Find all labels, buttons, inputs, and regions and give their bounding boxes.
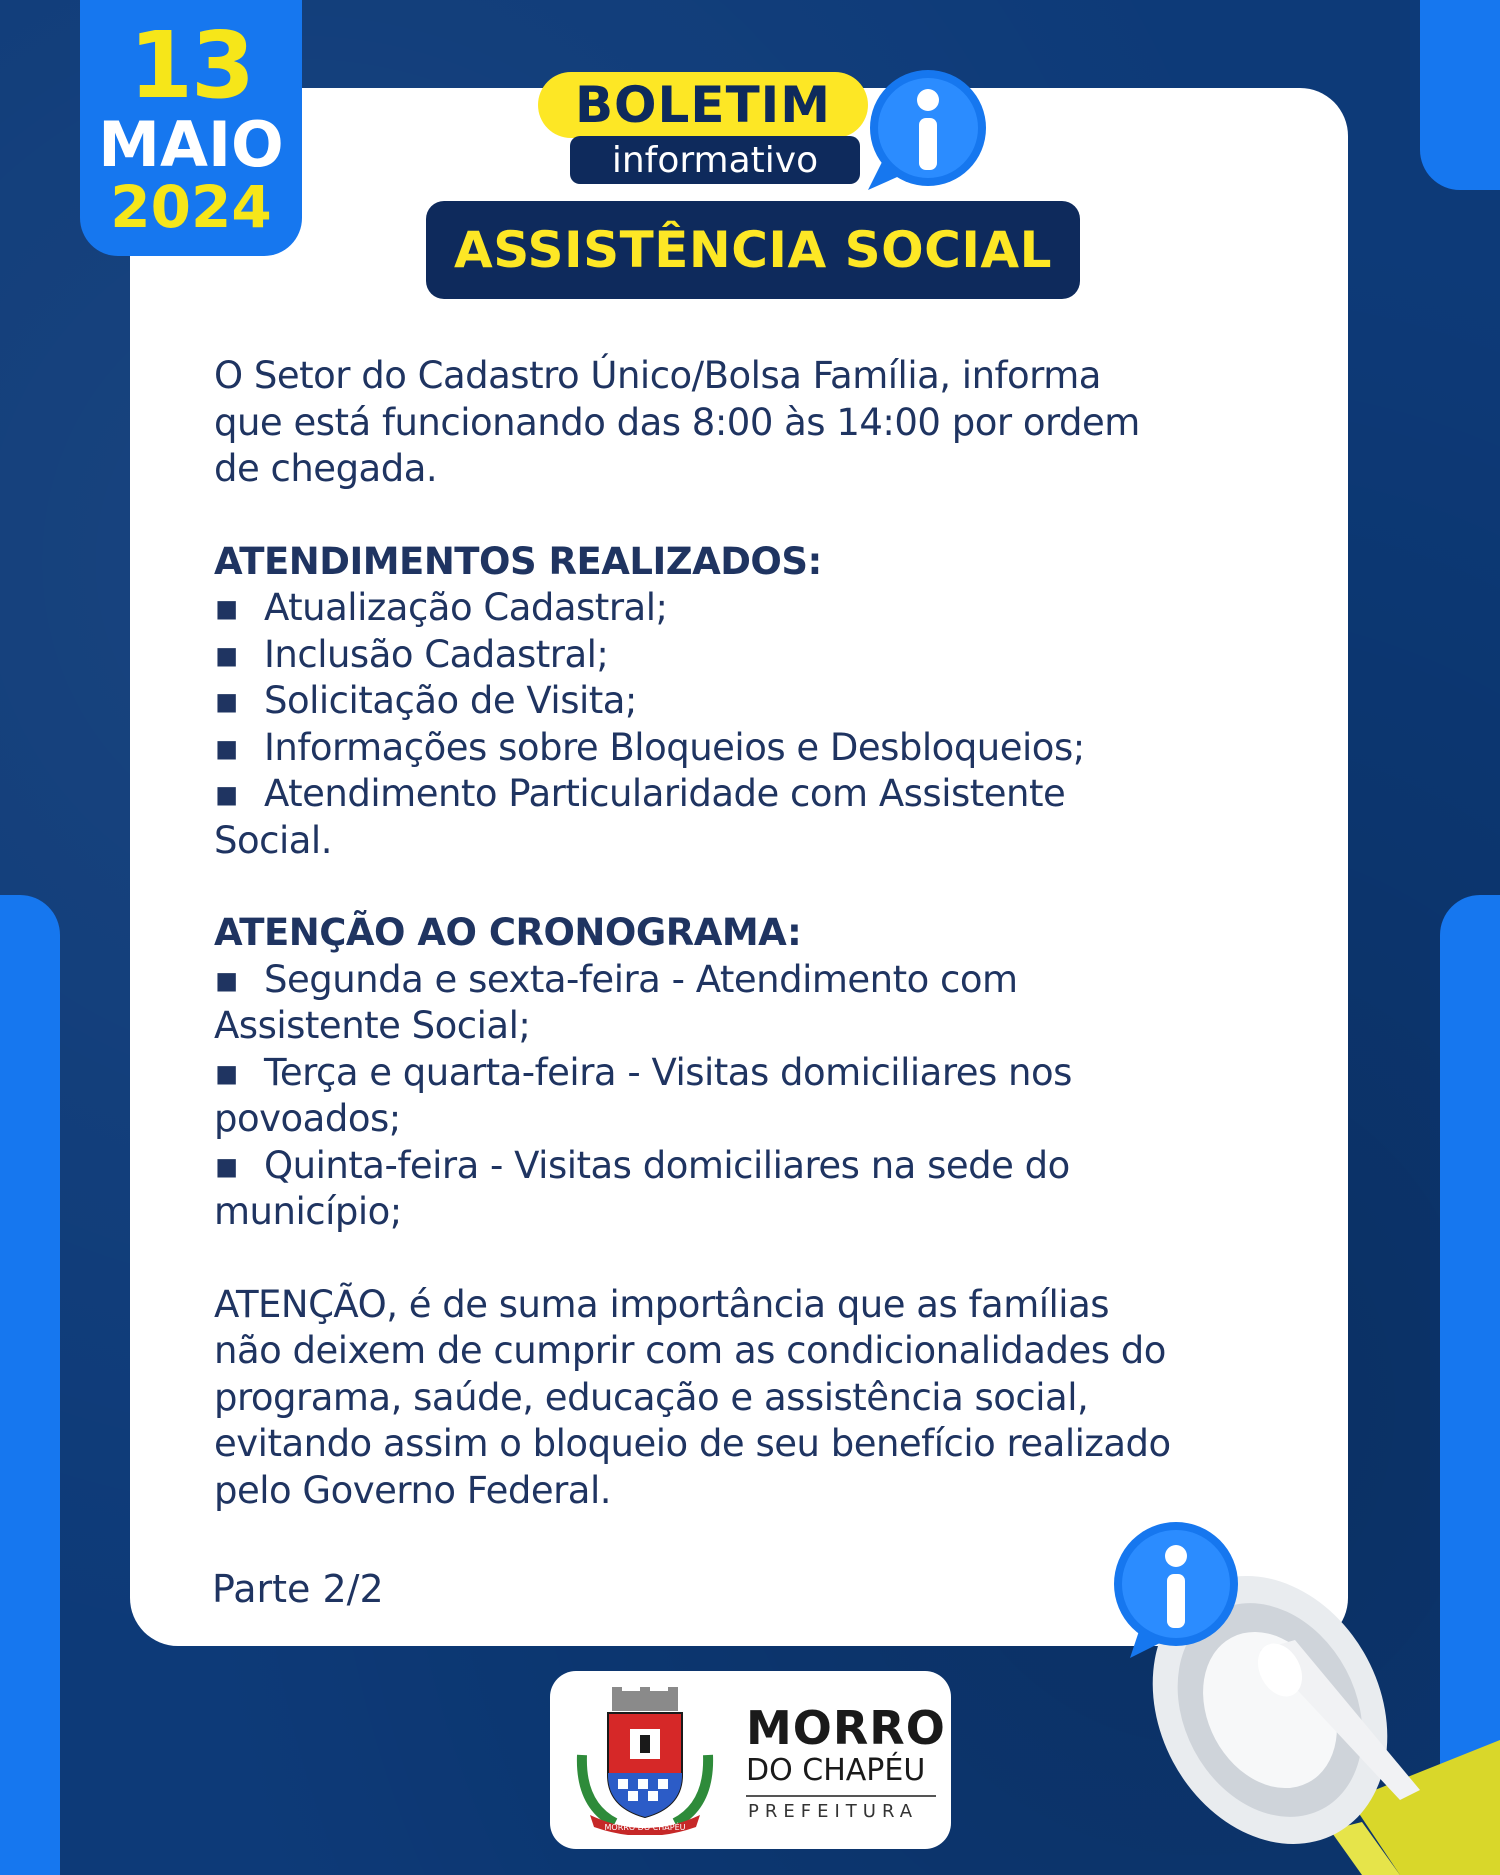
- coat-of-arms-icon: [570, 1685, 720, 1835]
- bullet-icon: ▪: [214, 772, 239, 815]
- date-month: MAIO: [98, 108, 284, 181]
- bullet-icon: ▪: [214, 1143, 239, 1187]
- boletim-label: BOLETIM: [574, 76, 832, 134]
- bullet-icon: ▪: [214, 957, 239, 1001]
- logo-name-line2: DO CHAPÉU: [746, 1753, 926, 1788]
- attention-line: ATENÇÃO, é de suma importância que as famílias: [214, 1282, 1110, 1326]
- info-bubble-icon: [860, 66, 990, 196]
- atendimento-item: ▪ Atendimento Particularidade com Assistente: [214, 771, 1294, 818]
- attention-line: evitando assim o bloqueio de seu benefício realizado: [214, 1422, 1171, 1465]
- logo-subtitle: PREFEITURA: [748, 1801, 919, 1822]
- page-title: ASSISTÊNCIA SOCIAL: [454, 221, 1052, 279]
- logo-name-line1: MORRO: [746, 1701, 946, 1755]
- megaphone-icon: [1100, 1500, 1500, 1875]
- attention-line: pelo Governo Federal.: [214, 1468, 612, 1512]
- intro-line: que está funcionando das 8:00 às 14:00 por ordem: [214, 400, 1140, 444]
- atendimento-item: ▪ Informações sobre Bloqueios e Desbloqueios;: [214, 725, 1294, 772]
- bulletin-content: [214, 353, 1294, 1514]
- right-top-accent-bar: [1420, 0, 1500, 190]
- atendimento-item: ▪ Solicitação de Visita;: [214, 678, 1294, 725]
- bullet-icon: ▪: [214, 632, 239, 676]
- cronograma-item-cont: município;: [214, 1190, 402, 1233]
- cronograma-item: ▪ Quinta-feira - Visitas domiciliares na sede do: [214, 1143, 1294, 1190]
- bullet-icon: ▪: [214, 725, 239, 769]
- cronograma-item: ▪ Terça e quarta-feira - Visitas domiciliares nos: [214, 1050, 1294, 1097]
- intro-line: de chegada.: [214, 447, 438, 490]
- cronograma-item-cont: Assistente Social;: [214, 1004, 531, 1047]
- coat-ribbon-text: MORRO DO CHAPÉU: [604, 1823, 686, 1832]
- attention-line: programa, saúde, educação e assistência social,: [214, 1375, 1089, 1419]
- date-day: 13: [128, 12, 254, 119]
- title-pill: [426, 201, 1080, 299]
- boletim-pill: [538, 72, 868, 138]
- part-indicator: Parte 2/2: [212, 1567, 384, 1611]
- bullet-icon: ▪: [214, 586, 239, 629]
- informativo-pill: [570, 136, 860, 184]
- cronograma-item-cont: povoados;: [214, 1097, 401, 1140]
- atendimento-item-cont: Social.: [214, 818, 332, 862]
- atendimento-item: ▪ Inclusão Cadastral;: [214, 632, 1294, 679]
- atendimentos-heading: ATENDIMENTOS REALIZADOS:: [214, 539, 822, 583]
- cronograma-item: ▪ Segunda e sexta-feira - Atendimento com: [214, 957, 1294, 1004]
- informativo-label: informativo: [611, 139, 819, 181]
- left-accent-bar: [0, 895, 60, 1875]
- prefeitura-logo: [550, 1671, 951, 1849]
- date-badge: [80, 0, 302, 256]
- cronograma-heading: ATENÇÃO AO CRONOGRAMA:: [214, 911, 802, 954]
- intro-line: O Setor do Cadastro Único/Bolsa Família, informa: [214, 354, 1101, 397]
- date-year: 2024: [110, 173, 272, 241]
- atendimento-item: ▪ Atualização Cadastral;: [214, 585, 1294, 632]
- bullet-icon: ▪: [214, 1050, 239, 1094]
- attention-line: não deixem de cumprir com as condicionalidades do: [214, 1329, 1166, 1372]
- logo-divider: [746, 1795, 936, 1797]
- bullet-icon: ▪: [214, 679, 239, 722]
